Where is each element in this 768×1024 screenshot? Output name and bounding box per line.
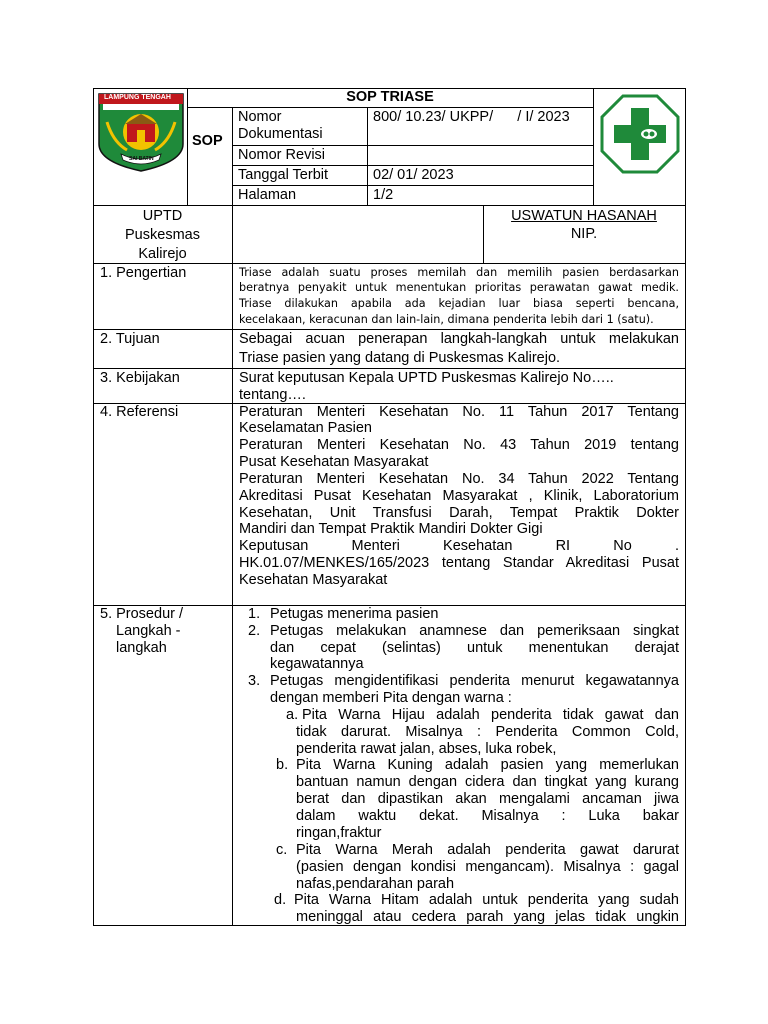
pengertian-text: kecelakaan, keracunan dan lain-lain, dimana penderita lebih dari 1 (satu). [239,313,654,326]
referensi-text: Pusat Kesehatan Masyarakat [239,454,429,470]
list-item: kegawatannya [270,656,364,672]
list-item: nafas,pendarahan parah [296,876,455,892]
section-label-prosedur: Langkah - [116,623,181,639]
list-item: Pita Warna Hijau adalah penderita tidak gawat dan [302,707,679,723]
list-number: 3. [248,673,261,689]
tujuan-text: Triase pasien yang datang di Puskesmas Kalirejo. [239,350,561,366]
referensi-text: Peraturan Menteri Kesehatan No. 11 Tahun 2017 Tentang [239,404,679,420]
org-name: UPTD [142,208,183,224]
list-number: 2. [248,623,261,639]
list-number: a. [286,707,299,723]
divider [232,107,233,205]
list-item: dengan memberi Pita dengan warna : [270,690,512,706]
section-label-referensi: 4. Referensi [100,404,179,420]
list-item: Petugas mengidentifikasi penderita menurut kegawatannya [270,673,679,689]
pengertian-text: Triase adalah suatu proses memilah dan memilih pasien berdasarkan [239,266,679,279]
section-label-prosedur: 5. Prosedur / [100,606,184,622]
divider [232,165,593,166]
logo-motto: SAI BATIN [129,156,154,162]
list-item: Pita Warna Kuning adalah pasien yang memerlukan [296,757,679,773]
divider [367,107,368,205]
org-name: Puskesmas [125,227,200,243]
halaman-label: Halaman [238,187,297,203]
logo-caption: LAMPUNG TENGAH [104,94,171,101]
divider [232,185,593,186]
list-number: b. [276,757,289,773]
list-item: dalam waktu dekat. Misalnya : Luka bakar [296,808,679,824]
list-item: berat dan dipastikan akan mengalami ancaman jiwa [296,791,679,807]
section-label-kebijakan: 3. Kebijakan [100,370,180,386]
divider [187,107,593,108]
tanggal-terbit-label: Tanggal Terbit [238,167,329,183]
list-item: ringan,fraktur [296,825,382,841]
list-number: 1. [248,606,261,622]
referensi-text: Peraturan Menteri Kesehatan No. 43 Tahun 2019 tentang [239,437,679,453]
kebijakan-text: tentang…. [239,387,306,403]
tujuan-text: Sebagai acuan penerapan langkah-langkah untuk melakukan [239,331,679,347]
list-item: Pita Warna Merah adalah penderita gawat darurat [296,842,679,858]
list-number: d. [274,892,287,908]
referensi-text: Kesehatan, Unit Transfusi Darah, Tempat Praktik Dokter [239,505,679,521]
divider [93,329,686,330]
divider [593,88,594,205]
nomor-dokumentasi-label: Nomor [238,109,282,125]
section-label-tujuan: 2. Tujuan [100,331,160,347]
referensi-text: Keputusan Menteri Kesehatan RI No . [239,538,679,554]
list-item: Pita Warna Hitam adalah untuk penderita yang sudah [294,892,679,908]
divider [232,205,233,925]
list-item: meninggal atau cedera parah yang jelas tidak ungkin [296,909,679,925]
org-name: Kalirejo [138,246,187,262]
pengertian-text: Triase dilakukan apabila ada kejadian luar biasa seperti bencana, [239,297,679,310]
list-item: dan cepat (selintas) untuk menentukan derajat [270,640,679,656]
pengertian-text: beratnya penyakit untuk menentukan prioritas perawatan gawat medik. [239,281,679,294]
halaman-value: 1/2 [373,187,394,203]
signer-nip: NIP. [570,226,598,242]
referensi-text: Mandiri dan Tempat Praktik Mandiri Dokter Gigi [239,521,543,537]
list-item: Petugas menerima pasien [270,606,439,622]
referensi-text: HK.01.07/MENKES/165/2023 tentang Standar Akreditasi Pusat [239,555,679,571]
list-item: bantuan namun dengan cidera dan tingkat yang kurang [296,774,679,790]
tanggal-terbit-value: 02/ 01/ 2023 [373,167,454,183]
list-number: c. [276,842,288,858]
nomor-revisi-label: Nomor Revisi [238,147,326,163]
referensi-text: Akreditasi Pusat Kesehatan Masyarakat , Klinik, Laboratorium [239,488,679,504]
nomor-dokumentasi-label: Dokumentasi [238,126,323,142]
list-item: (pasien dengan kondisi mengancam). Misalnya : gagal [296,859,679,875]
sop-label: SOP [192,133,223,149]
document-title: SOP TRIASE [346,89,434,105]
divider [93,368,686,369]
puskesmas-logo [600,94,680,174]
section-label-prosedur: langkah [116,640,167,656]
referensi-text: Peraturan Menteri Kesehatan No. 34 Tahun 2022 Tentang [239,471,679,487]
list-item: tidak darurat. Misalnya : Penderita Common Cold, [296,724,679,740]
divider [232,145,593,146]
referensi-text: Keselamatan Pasien [239,420,372,436]
list-item: Petugas melakukan anamnese dan pemeriksaan singkat [270,623,679,639]
list-item: penderita rawat jalan, abses, luka robek, [296,741,557,757]
signer-name: USWATUN HASANAH [511,208,657,224]
nomor-dokumentasi-value: 800/ 10.23/ UKPP/ / I/ 2023 [373,109,570,125]
referensi-text: Kesehatan Masyarakat [239,572,388,588]
divider [93,205,686,206]
section-label-pengertian: 1. Pengertian [100,265,187,281]
kebijakan-text: Surat keputusan Kepala UPTD Puskesmas Kalirejo No….. [239,370,614,386]
table-border-right [685,88,686,926]
